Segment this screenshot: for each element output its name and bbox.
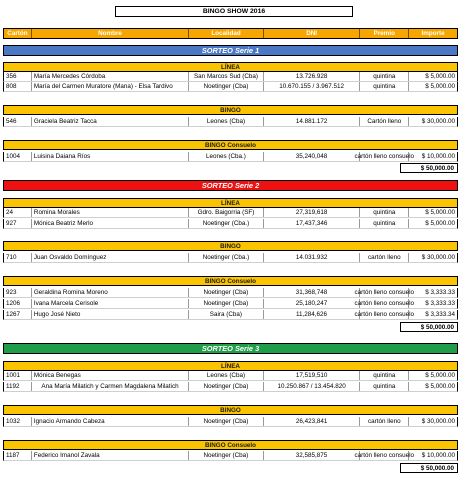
dni-cell: 17,437,346 <box>264 219 361 228</box>
importe-cell: $ 5,000.00 <box>425 73 455 80</box>
premio-cell: cartón lleno consuelo <box>354 452 414 459</box>
dni-cell: 17,519,510 <box>264 371 361 380</box>
localidad-cell: Leones (Cba.) <box>189 152 264 161</box>
localidad-cell: Gdro. Baigorria (SF) <box>189 208 264 217</box>
col-header-premio: Premio <box>360 29 409 38</box>
nombre-cell: Ana María Milatich y Carmen Magdalena Milatich <box>32 382 189 391</box>
nombre-cell: Romina Morales <box>32 208 189 217</box>
localidad-cell: Leones (Cba) <box>189 371 264 380</box>
premio-cell: quintina <box>360 72 409 81</box>
carton-cell: 710 <box>4 253 32 262</box>
carton-cell: 356 <box>4 72 32 81</box>
table-row <box>3 253 458 263</box>
nombre-cell: Luisina Daiana Ríos <box>32 152 189 161</box>
carton-cell: 24 <box>4 208 32 217</box>
dni-cell: 35,240,048 <box>264 152 361 161</box>
localidad-cell: Noetinger (Cba.) <box>189 253 264 262</box>
nombre-cell: Graciela Beatriz Tacca <box>32 117 189 126</box>
col-header-nombre: Nombre <box>32 29 189 38</box>
nombre-cell: Geraldina Romina Moreno <box>32 288 189 297</box>
importe-cell: $ 5,000.00 <box>425 220 455 227</box>
importe-cell: $ 5,000.00 <box>425 209 455 216</box>
table-row <box>3 72 458 82</box>
total-serie-3: $ 50,000.00 <box>400 463 458 473</box>
section-bingo-3: BINGO <box>3 405 458 415</box>
premio-cell: Cartón lleno <box>360 117 409 126</box>
importe-cell: $ 10,000.00 <box>421 452 455 459</box>
dni-cell: 26,423,841 <box>264 417 361 426</box>
nombre-cell: Ignacio Armando Cabeza <box>32 417 189 426</box>
localidad-cell: Saira (Cba) <box>189 310 264 319</box>
premio-cell: cartón lleno consuelo <box>354 289 414 296</box>
nombre-cell: Ivana Marcela Cerisole <box>32 299 189 308</box>
sheet-title: BINGO SHOW 2016 <box>115 6 353 17</box>
localidad-cell: Noetinger (Cba) <box>189 288 264 297</box>
col-header-carton: Cartón <box>4 29 32 38</box>
dni-cell: 25,180,247 <box>264 299 361 308</box>
premio-cell: cartón lleno <box>360 253 409 262</box>
localidad-cell: Noetinger (Cba) <box>189 299 264 308</box>
dni-cell: 31,368,748 <box>264 288 361 297</box>
dni-cell: 13.726.928 <box>264 72 361 81</box>
section-bingo-1: BINGO <box>3 105 458 115</box>
col-header-localidad: Localidad <box>189 29 264 38</box>
carton-cell: 1032 <box>4 417 32 426</box>
importe-cell: $ 5,000.00 <box>425 383 455 390</box>
nombre-cell: María del Carmen Muratore (Mana) - Elsa Tardivo <box>32 82 189 91</box>
nombre-cell: Mónica Benegas <box>32 371 189 380</box>
section-bingo-consuelo-1: BINGO Consuelo <box>3 140 458 150</box>
table-row <box>3 117 458 127</box>
premio-cell: cartón lleno consuelo <box>354 300 414 307</box>
nombre-cell: Hugo José Nieto <box>32 310 189 319</box>
localidad-cell: Noetinger (Cba) <box>189 82 264 91</box>
nombre-cell: Juan Osvaldo Domínguez <box>32 253 189 262</box>
carton-cell: 923 <box>4 288 32 297</box>
localidad-cell: San Marcos Sud (Cba) <box>189 72 264 81</box>
carton-cell: 1206 <box>4 299 32 308</box>
importe-cell: $ 30,000.00 <box>421 254 455 261</box>
premio-cell: quintina <box>360 371 409 380</box>
importe-cell: $ 3,333.33 <box>425 300 455 307</box>
section-linea-2: LÍNEA <box>3 198 458 208</box>
table-row <box>3 82 458 92</box>
table-row <box>3 417 458 427</box>
importe-cell: $ 30,000.00 <box>421 118 455 125</box>
table-row <box>3 310 458 320</box>
carton-cell: 927 <box>4 219 32 228</box>
table-row <box>3 152 458 162</box>
carton-cell: 1192 <box>4 382 32 391</box>
section-linea-3: LÍNEA <box>3 361 458 371</box>
premio-cell: quintina <box>360 382 409 391</box>
importe-cell: $ 3,333.33 <box>425 289 455 296</box>
carton-cell: 1004 <box>4 152 32 161</box>
sorteo-serie-2-banner: SORTEO Serie 2 <box>3 180 458 191</box>
nombre-cell: María Mercedes Córdoba <box>32 72 189 81</box>
dni-cell: 10.250.867 / 13.454.820 <box>264 382 361 391</box>
carton-cell: 808 <box>4 82 32 91</box>
table-row <box>3 208 458 218</box>
dni-cell: 10.670.155 / 3.967.512 <box>264 82 361 91</box>
sorteo-serie-1-banner: SORTEO Serie 1 <box>3 45 458 56</box>
importe-cell: $ 5,000.00 <box>425 83 455 90</box>
total-serie-2: $ 50,000.00 <box>400 322 458 332</box>
dni-cell: 27,319,618 <box>264 208 361 217</box>
table-row <box>3 451 458 461</box>
dni-cell: 14.031.932 <box>264 253 361 262</box>
importe-cell: $ 5,000.00 <box>425 372 455 379</box>
section-linea-1: LÍNEA <box>3 62 458 72</box>
dni-cell: 14.881.172 <box>264 117 361 126</box>
section-bingo-consuelo-3: BINGO Consuelo <box>3 440 458 450</box>
importe-cell: $ 3,333.34 <box>425 311 455 318</box>
localidad-cell: Leones (Cba) <box>189 117 264 126</box>
localidad-cell: Noetinger (Cba.) <box>189 219 264 228</box>
carton-cell: 546 <box>4 117 32 126</box>
table-row <box>3 382 458 392</box>
column-header-row <box>3 28 458 39</box>
carton-cell: 1187 <box>4 451 32 460</box>
carton-cell: 1001 <box>4 371 32 380</box>
table-row <box>3 299 458 309</box>
dni-cell: 32,585,875 <box>264 451 361 460</box>
nombre-cell: Federico Imanol Zavala <box>32 451 189 460</box>
section-bingo-consuelo-2: BINGO Consuelo <box>3 276 458 286</box>
dni-cell: 11,284,626 <box>264 310 361 319</box>
col-header-dni: DNI <box>264 29 361 38</box>
table-row <box>3 288 458 298</box>
localidad-cell: Noetinger (Cba) <box>189 382 264 391</box>
premio-cell: cartón lleno <box>360 417 409 426</box>
importe-cell: $ 30,000.00 <box>421 418 455 425</box>
table-row <box>3 371 458 381</box>
table-row <box>3 219 458 229</box>
importe-cell: $ 10,000.00 <box>421 153 455 160</box>
premio-cell: quintina <box>360 82 409 91</box>
col-header-importe: Importe <box>421 30 445 37</box>
nombre-cell: Mónica Beatriz Merlo <box>32 219 189 228</box>
premio-cell: cartón lleno consuelo <box>354 153 414 160</box>
localidad-cell: Noetinger (Cba) <box>189 417 264 426</box>
sorteo-serie-3-banner: SORTEO Serie 3 <box>3 343 458 354</box>
carton-cell: 1267 <box>4 310 32 319</box>
section-bingo-2: BINGO <box>3 241 458 251</box>
total-serie-1: $ 50,000.00 <box>400 163 458 173</box>
localidad-cell: Noetinger (Cba) <box>189 451 264 460</box>
premio-cell: cartón lleno consuelo <box>354 311 414 318</box>
premio-cell: quintina <box>360 219 409 228</box>
premio-cell: quintina <box>360 208 409 217</box>
